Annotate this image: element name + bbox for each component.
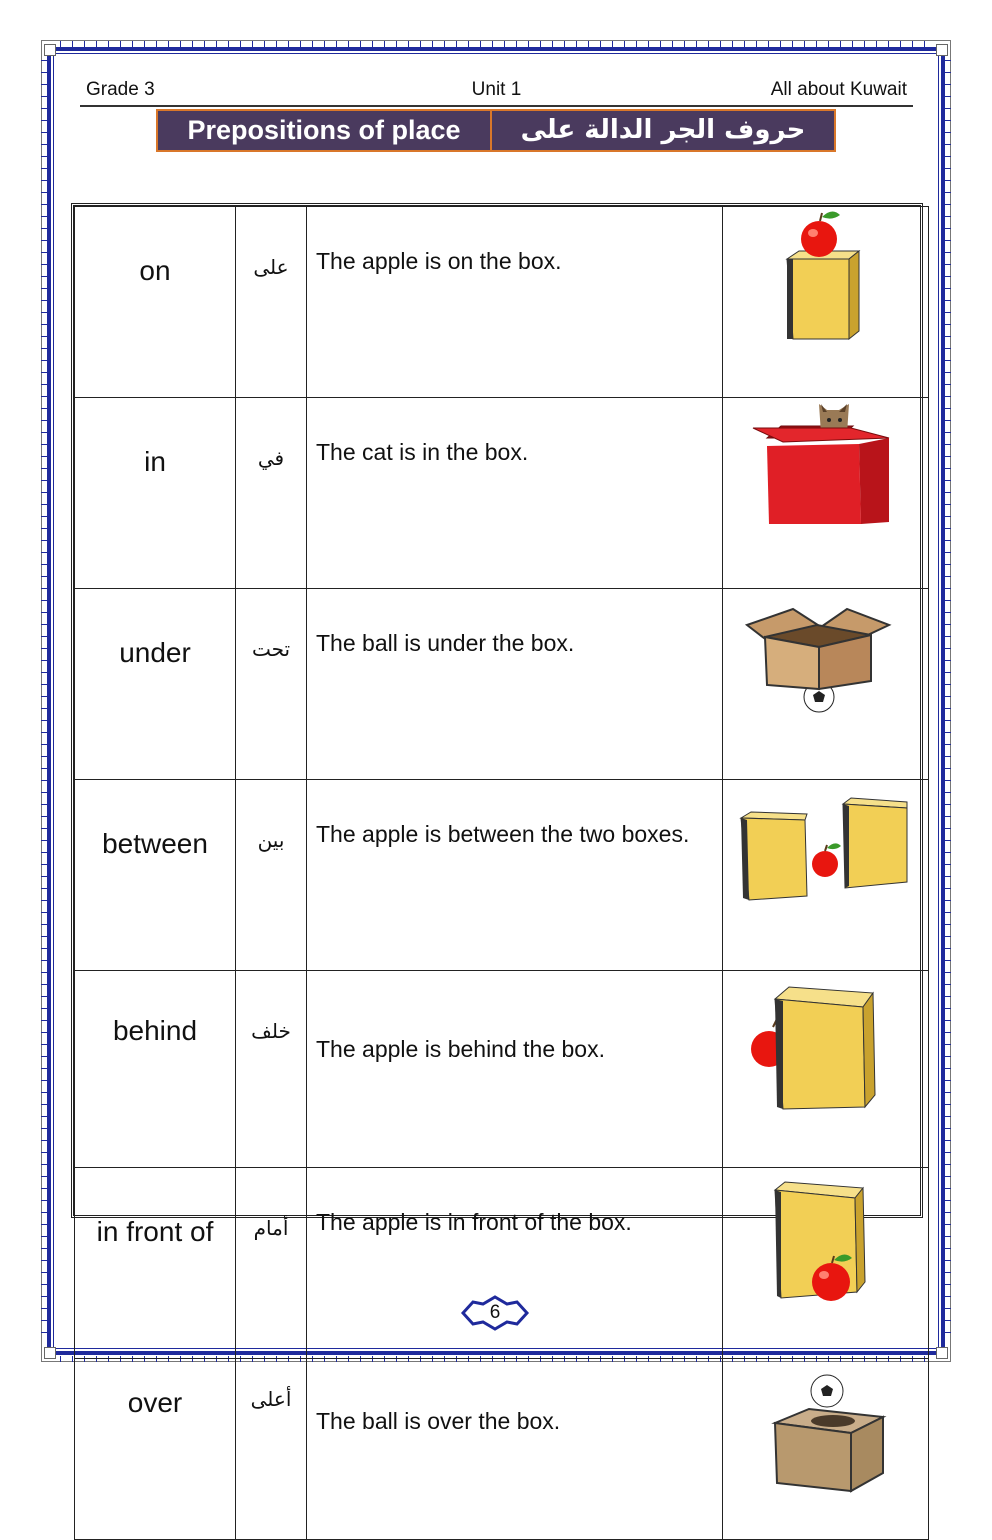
apple-front-box-icon bbox=[723, 1168, 929, 1359]
page-number-badge bbox=[459, 1294, 531, 1332]
apple-on-box-icon bbox=[723, 207, 929, 398]
example-sentence: The ball is under the box. bbox=[307, 589, 723, 780]
preposition-word: over bbox=[75, 1359, 236, 1540]
page-number: 6 bbox=[489, 1302, 501, 1323]
arabic-word: على bbox=[236, 207, 307, 398]
topic-label: All about Kuwait bbox=[770, 79, 907, 100]
page-title bbox=[156, 109, 836, 184]
arabic-word: تحت bbox=[236, 589, 307, 780]
table-row bbox=[75, 589, 929, 780]
ball-under-box-icon bbox=[723, 589, 929, 780]
border-ticks-right bbox=[945, 60, 951, 1343]
example-sentence: The apple is in front of the box. bbox=[307, 1168, 723, 1359]
table-row bbox=[75, 971, 929, 1168]
preposition-word: behind bbox=[75, 971, 236, 1168]
ball-over-box-icon bbox=[723, 1359, 929, 1540]
grade-label: Grade 3 bbox=[86, 79, 155, 100]
table-row bbox=[75, 1359, 929, 1540]
page-header bbox=[80, 79, 913, 107]
example-sentence: The cat is in the box. bbox=[307, 398, 723, 589]
border-ticks-top bbox=[60, 41, 932, 47]
example-sentence: The apple is on the box. bbox=[307, 207, 723, 398]
table-row bbox=[75, 398, 929, 589]
example-sentence: The apple is behind the box. bbox=[307, 971, 723, 1168]
border-ticks-left bbox=[41, 60, 47, 1343]
arabic-word: خلف bbox=[236, 971, 307, 1168]
table-row bbox=[75, 207, 929, 398]
preposition-word: in bbox=[75, 398, 236, 589]
apple-between-boxes-icon bbox=[723, 780, 929, 971]
preposition-word: in front of bbox=[75, 1168, 236, 1359]
arabic-word: أعلى bbox=[236, 1359, 307, 1540]
arabic-word: أمام bbox=[236, 1168, 307, 1359]
corner-ornament bbox=[936, 44, 948, 56]
title-english: Prepositions of place bbox=[158, 111, 492, 150]
preposition-word: between bbox=[75, 780, 236, 971]
arabic-word: بين bbox=[236, 780, 307, 971]
example-sentence: The apple is between the two boxes. bbox=[307, 780, 723, 971]
corner-ornament bbox=[44, 44, 56, 56]
preposition-word: under bbox=[75, 589, 236, 780]
preposition-word: on bbox=[75, 207, 236, 398]
title-arabic: حروف الجر الدالة على المكان bbox=[520, 115, 806, 184]
example-sentence: The ball is over the box. bbox=[307, 1359, 723, 1540]
prepositions-table bbox=[71, 203, 923, 1434]
arabic-word: في bbox=[236, 398, 307, 589]
table-row bbox=[75, 780, 929, 971]
cat-in-box-icon bbox=[723, 398, 929, 589]
apple-behind-box-icon bbox=[723, 971, 929, 1168]
corner-ornament bbox=[44, 1347, 56, 1359]
corner-ornament bbox=[936, 1347, 948, 1359]
unit-label: Unit 1 bbox=[471, 79, 522, 100]
